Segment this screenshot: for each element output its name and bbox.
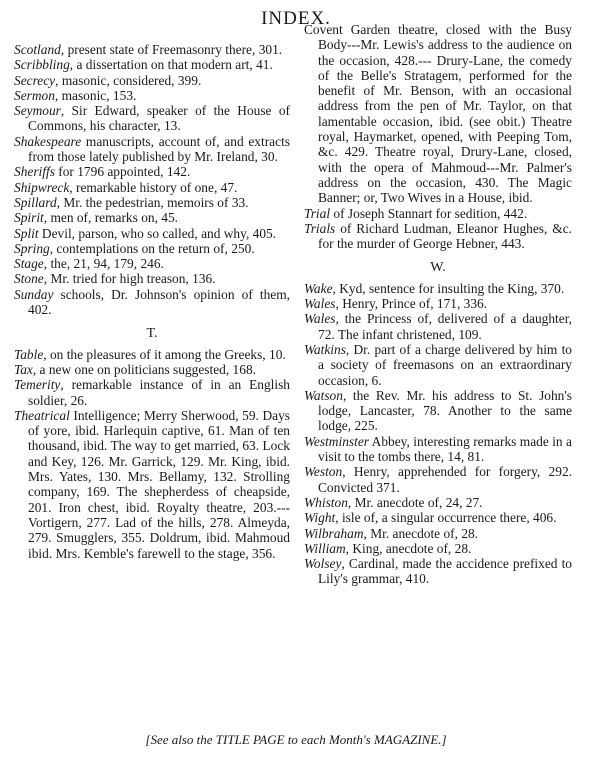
index-entry [14,164,290,179]
entry-keyword: Sermon [14,87,55,103]
index-entry [304,495,572,510]
index-entry [14,241,290,256]
entry-text: , Mr. tried for high treason, 136. [43,271,216,287]
index-entry [304,342,572,388]
entry-text: Abbey, interesting remarks made in a visit to the tombs there, 14, 81. [318,433,572,465]
entry-keyword: William [304,540,346,556]
entry-keyword: Spring [14,240,50,256]
index-entry [304,541,572,556]
left-column [14,42,290,561]
index-entry [304,434,572,465]
entry-text: , Mr. anecdote of, 24, 27. [347,494,483,510]
entry-text: Devil, parson, who so called, and why, 405. [38,225,277,241]
entry-keyword: Sunday [14,286,54,302]
entry-keyword: Whiston [304,494,348,510]
index-entry [14,103,290,134]
footer-note: [See also the TITLE PAGE to each Month's MAGAZINE.] [145,732,447,747]
entry-text: , Cardinal, made the accidence prefixed to Lily's grammar, 410. [318,556,572,587]
entry-keyword: Trial [304,205,331,221]
section-letter: T. [146,326,158,342]
entry-text: , Henry, apprehended for forgery, 292. Convicted 371. [318,464,572,495]
entry-keyword: Spirit [14,210,44,226]
index-entry [14,195,290,210]
entry-text: , a new one on politicians suggested, 168. [32,361,256,377]
entry-text: , the Princess of, delivered of a daughter, 72. The infant christened, 109. [318,311,572,342]
entry-keyword: Stage [14,256,44,272]
entry-keyword: Watkins [304,341,346,357]
entry-keyword: Shipwreck [14,179,70,195]
index-entry [304,281,572,296]
entry-text: , a dissertation on that modern art, 41. [69,57,273,73]
entry-keyword: Wilbraham [304,525,364,541]
entry-text: , masonic, considered, 399. [55,72,202,88]
entry-keyword: Spillard [14,194,57,210]
entry-keyword: Watson [304,387,343,403]
index-entry [14,226,290,241]
index-entry [14,57,290,72]
entry-text: Intelligence; Merry Sherwood, 59. Days of yore, ibid. Harlequin captive, 61. Man of ten thousand, ibid. The way to get married, 63. Lock and Key, 126. Mr. Garrick, 129. Mr. King, ibid. Mrs. Yates, 130. Mrs. Bellamy, 132. Strolling company, 169. The shepherdess of cheapside, 201. Iron chest, ibid. Royalty theatre, 203.--- Vortigern, 277. Lad of the hills, 278. Almeyda, 279. Smugglers, 355. Doldrum, ibid. Mahmoud ibid. Mrs. Kemble's farewell to the stage, 356. [28,407,290,561]
index-entry [304,206,572,221]
entry-text: Covent Garden theatre, closed with the Busy Body---Mr. Lewis's address to the audience on the occasion, 428.--- Drury-Lane, the comedy of the Belle's Stratagem, performed for the benefit of Mr. Benson, with an occasional address from the pen of Mr. Taylor, on that lamentable occasion, ibid. (see obit.) Theatre royal, Haymarket, opened, with Peeping Tom, &c. 429. Theatre royal, Drury-Lane, closed, with the opera of Mahmoud---Mr. Palmer's address on the occasion, 430. The Magic Banner; or, Two Wives in a House, ibid. [304,22,572,206]
index-entry [304,526,572,541]
entry-text: , masonic, 153. [54,87,137,103]
entry-keyword: Table [14,346,44,362]
entry-keyword: Westminster [304,433,369,449]
right-column [304,22,572,587]
entry-text: , men of, remarks on, 45. [43,210,179,226]
index-entry [14,180,290,195]
entry-text: , the, 21, 94, 179, 246. [43,256,164,272]
entry-keyword: Stone [14,271,44,287]
entry-text: , Henry, Prince of, 171, 336. [335,296,488,312]
entry-text: , the Rev. Mr. his address to St. John's lodge, Lancaster, 78. Another to the same lodge, 225. [318,387,572,434]
entry-keyword: Seymour [14,103,61,119]
index-entry [14,134,290,165]
entry-text: , remarkable instance of in an English soldier, 26. [28,377,290,408]
entry-text: , King, anecdote of, 28. [345,540,472,556]
entry-keyword: Scotland [14,42,61,57]
entry-keyword: Wake [304,280,333,296]
entry-keyword: Wales [304,296,336,312]
entry-text: , contemplations on the return of, 250. [49,240,255,256]
index-entry [14,210,290,225]
entry-text: , Mr. the pedestrian, memoirs of 33. [56,194,249,210]
index-entry [304,22,572,206]
index-entry [304,464,572,495]
entry-text: , Mr. anecdote of, 28. [363,525,479,541]
index-entry [304,510,572,525]
entry-text: , remarkable history of one, 47. [69,179,238,195]
section-letter: W. [430,260,446,276]
entry-keyword: Tax [14,361,33,377]
entry-keyword: Split [14,225,39,241]
index-entry [14,73,290,88]
entry-text: , isle of, a singular occurrence there, 406. [335,510,557,526]
entry-keyword: Wolsey [304,556,342,572]
entry-text: , Sir Edward, speaker of the House of Commons, his character, 13. [28,103,290,134]
entry-text: , on the pleasures of it among the Greeks, 10. [43,346,286,362]
index-entry [14,408,290,561]
entry-text: schools, Dr. Johnson's opinion of them, 402. [28,286,290,318]
index-entry [14,271,290,286]
entry-text: of Joseph Stannart for sedition, 442. [330,205,528,221]
entry-text: , Kyd, sentence for insulting the King, 370. [332,280,565,296]
index-entry [304,221,572,252]
entry-keyword: Wight [304,510,336,526]
entry-keyword: Scribbling [14,57,70,73]
entry-keyword: Sheriffs [14,164,55,180]
index-entry [14,88,290,103]
index-entry [304,388,572,434]
entry-text: manuscripts, account of, and extracts from those lately published by Mr. Ireland, 30. [28,133,290,165]
entry-text: , present state of Freemasonry there, 301. [60,42,283,57]
index-entry [304,311,572,342]
index-entry [304,556,572,587]
entry-keyword: Weston [304,464,343,480]
index-entry [14,287,290,318]
entry-keyword: Temerity [14,377,61,393]
entry-keyword: Trials [304,220,336,236]
index-entry [304,296,572,311]
entry-keyword: Wales [304,311,336,327]
entry-text: for 1796 appointed, 142. [54,164,191,180]
index-entry [14,42,290,57]
entry-text: of Richard Ludman, Eleanor Hughes, &c. for the murder of George Hebner, 443. [318,220,572,252]
entry-keyword: Theatrical [14,407,70,423]
index-entry [14,347,290,362]
entry-keyword: Shakespeare [14,133,82,149]
page-title: INDEX. [261,8,331,29]
entry-keyword: Secrecy [14,72,56,88]
entry-text: , Dr. part of a charge delivered by him to a society of freemasons on an extraordinary occasion, 6. [318,341,572,388]
index-entry [14,377,290,408]
index-entry [14,362,290,377]
index-entry [14,256,290,271]
